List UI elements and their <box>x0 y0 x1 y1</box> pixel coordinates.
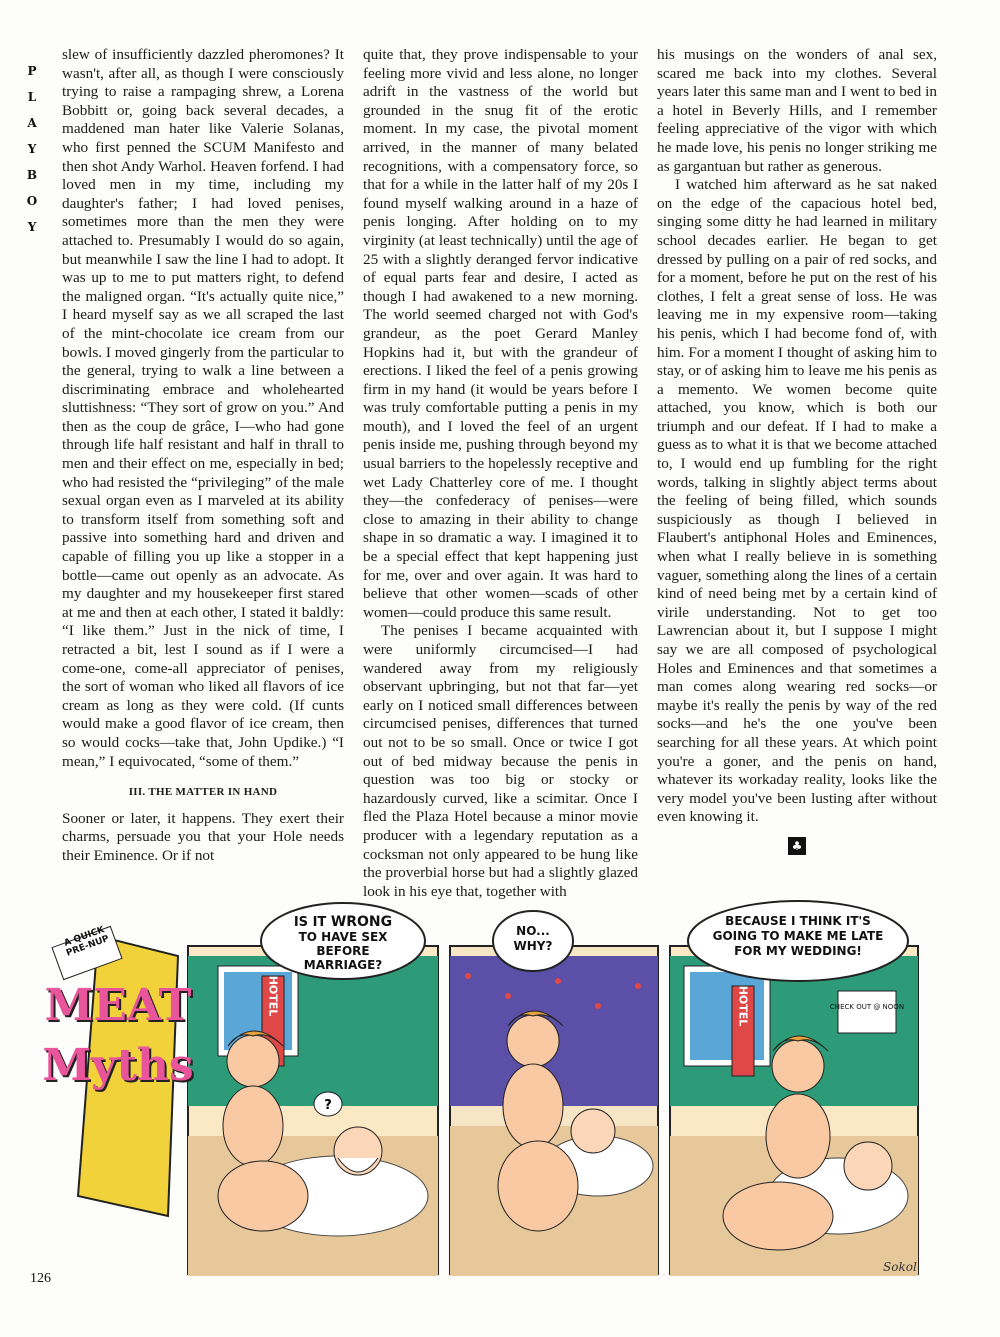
runner-letter: P <box>27 64 37 78</box>
section-subhead: III. THE MATTER IN HAND <box>128 786 278 799</box>
svg-text:IS IT WRONG <box>294 914 392 930</box>
door-sign-text: CHECK OUT @ NOON <box>829 1003 905 1011</box>
cartoon-strip <box>38 896 940 1302</box>
column-1 <box>62 46 344 866</box>
paragraph: slew of insufficiently dazzled pheromones? It wasn't, after all, as though I were consciously trying to raise a rampaging shrew, a Lorena Bobbitt or, going back several decades, a maddened man hater like Valerie Solanas, who first penned the SCUM Manifesto and then shot Andy Warhol. Heaven forfend. I had loved men in my time, including my daughter's father; I had loved penises, sometimes more than the men they were attached to. Presumably I would do so again, but meanwhile I saw the line I had to adopt. It was up to me to put matters right, to defend the maligned organ. “It's actually quite nice,” I heard myself say as we all scraped the last of the mint-chocolate ice cream from our bowls. I moved gingerly from the particular to the general, trying to walk a line between a discriminating embrace and wholehearted sluttishness: “They sort of grow on you.” And then as the coup de grâce, I—who had gone through life half resistant and half in thrall to men and their effect on me, especially in bed; who had resisted the “privileging” of the male sexual organ even as I marveled at its ability to transform itself from something soft and passive into something hard and driven and capable of filling you up like a stopper in a bottle—came out openly as an advocate. As my daughter and my housekeeper first stared at me and then at each other, I stated it baldly: “I like them.” Just in the nick of time, I retracted a bit, lest I sound as if I were a come-one, come-all appreciator of penises, the sort of woman who liked all flavors of ice cream as long as they were cold. (If cunts would make a good flavor of ice cream, then so would cocks—take that, John Updike.) “I mean,” I equivocated, “some of them.” <box>62 46 344 770</box>
title-sign-text: A QUICK PRE-NUP <box>62 925 111 959</box>
hotel-sign-text: HOTEL <box>266 975 280 1017</box>
runner-letter: L <box>27 90 37 104</box>
runner-letter: B <box>26 168 38 182</box>
balloon-1-wrong: WRONG <box>330 914 393 930</box>
runner-letter: Y <box>27 142 37 156</box>
runner-letter: Y <box>27 220 37 234</box>
hotel-sign-text-2: HOTEL <box>736 985 750 1027</box>
thought-mark: ? <box>324 1098 332 1113</box>
balloon-2-text: NO... WHY? <box>513 924 553 953</box>
paragraph: I watched him afterward as he sat naked on the edge of the capacious hotel bed, singing some ditty he had learned in military school decades earlier. He began to get dressed by pulling on a pair of red socks, and for a moment, before he put on the rest of his clothes, I felt a great sense of loss. He was leaving me in my expensive room—taking his penis, which I had become fond of, with him. For a moment I thought of asking him to stay, or of asking him to leave me his penis as a memento. We women become quite attached, you know, which is both our triumph and our defeat. If I had to make a guess as to what it is that we become attached to, I would end up fumbling for the right words, talking in slightly abject terms about the feeling of being filled, which sounds suspiciously as though I believed in Flaubert's antiphonal Holes and Eminences, when what I really believe in is something vaguer, something along the lines of a certain kind of need being met by a certain kind of virile understanding. Not to get too Lawrencian about it, but I suppose I might say we are all composed of psychological Holes and Eminences and that sometimes a man comes along wearing red socks—or maybe it's really the penis by way of the red socks—and he's the one you've been searching for all these years. At which point you're a goner, and the penis on hand, whatever its workaday reality, looks like the very model you've been lusting after without even knowing it. <box>657 176 937 826</box>
balloon-3-text: BECAUSE I THINK IT'S GOING TO MAKE ME LATE FOR MY WEDDING! <box>712 914 884 958</box>
paragraph: quite that, they prove indispensable to your feeling more vivid and less alone, no longer adrift in the vastness of the world but grounded in the snug fit of the erotic moment. In my case, the pivotal moment arrived, in the manner of many belated recognitions, with a compensatory force, so that for a while in the latter half of my 20s I found myself walking around in a haze of penis longing. After holding on to my virginity (at least technically) until the age of 25 with a slightly deranged fervor indicative of equal parts fear and desire, I acted as though I had awakened to a new morning. The world seemed charged not with God's grandeur, as the poet Gerard Manley Hopkins had it, but with the grandeur of erections. I liked the feel of a penis growing firm in my hand (it would be years before I was truly comfortable putting a penis in my mouth), and I loved the feel of an urgent penis inside me, pushing through beyond my usual barriers to the hopelessly receptive and wet Lady Chatterley core of me. I thought they—the confederacy of penises—were close to amazing in their ability to change shape in so dramatic a way. I imagined it to be a special effect that kept happening just for me, over and over again. It was hard to believe that other women—scads of other women—could produce this same result. <box>363 46 638 621</box>
series-logo: MEAT Myths <box>42 980 194 1091</box>
paragraph: The penises I became acquainted with were uniformly circumcised—I had wandered away from my religiously observant upbringing, but not that far—yet early on I noticed small differences between circumcised penises, differences that turned out not to be so small. Once or twice I got out of bed midway because the penis in question was too big or stocky or hazardously curved, like a scimitar. Once I fled the Plaza Hotel because a minor movie producer with a legendary reputation as a cocksman not only appeared to be hung like the proverbial horse but had a slightly glazed look in his eye that, together with <box>363 622 638 900</box>
balloon-1-text-b: TO HAVE SEX BEFORE MARRIAGE? <box>298 930 388 972</box>
artist-signature: Sokol <box>883 1260 917 1274</box>
door-sign <box>838 991 896 1033</box>
column-2 <box>363 46 638 901</box>
end-mark-rabbit-icon: ♣ <box>788 837 806 855</box>
column-3 <box>657 46 937 855</box>
page-number: 126 <box>30 1271 51 1286</box>
magazine-runner <box>22 58 42 240</box>
paragraph: Sooner or later, it happens. They exert their charms, persuade you that your Hole needs their Eminence. Or if not <box>62 809 344 864</box>
balloon-1-text-a: IS IT <box>293 915 327 930</box>
runner-letter: O <box>26 194 38 208</box>
paragraph: his musings on the wonders of anal sex, scared me back into my clothes. Several years later this same man and I went to bed in a hotel in Beverly Hills, and I remember feeling appreciative of the vigor with which he made love, his penis no longer striking me as gargantuan but rather as generous. <box>657 46 937 175</box>
runner-letter: A <box>27 116 37 130</box>
